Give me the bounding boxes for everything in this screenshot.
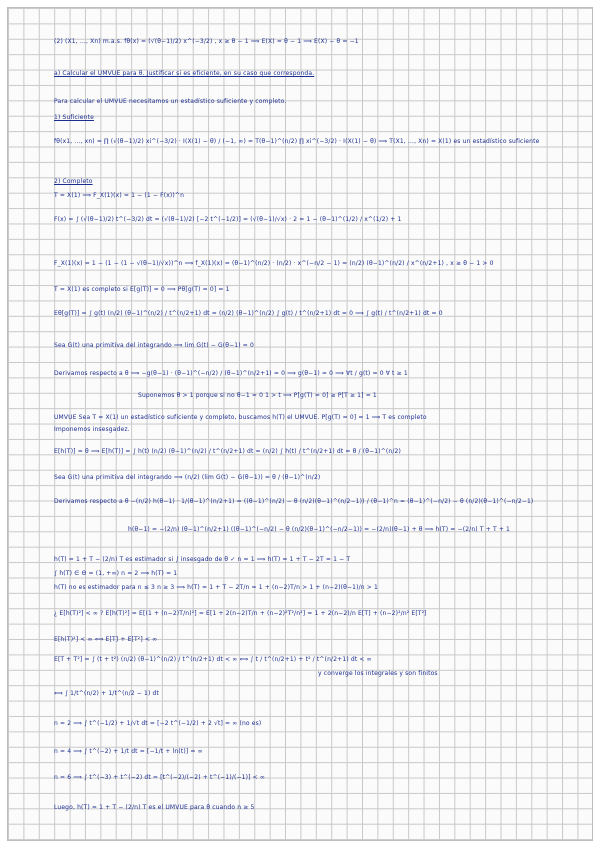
estimator-check-1: h(T) = 1 + T − (2/n) T es estimador si ∫ insesgado de θ ✓ n = 1 ⟹ h(T) = 1 + T − 2T = 1 − T bbox=[54, 556, 351, 563]
intro-line: Para calcular el UMVUE necesitamos un estadístico suficiente y completo. bbox=[54, 98, 287, 105]
conclusion: Luego, h(T) = 1 + T − (2/n) T es el UMVUE para θ cuando n ≥ 5 bbox=[54, 804, 255, 811]
cdf-integral: F(x) = ∫ (√(θ−1)/2) t^(−3/2) dt = (√(θ−1)/2) [−2 t^(−1/2)] = (√(θ−1)/√x) · 2 = 1 − (θ−1)^(1/2) / x^(1/2) + 1 bbox=[54, 216, 402, 223]
h-solution: h(θ−1) = −(2/n) (θ−1)^(n/2+1) ((θ−1)^(−n/2) − θ (n/2)(θ−1)^(−n/2−1)) = −(2/n)(θ−1) + θ ⟹ h(T) = −(2/n) T + T + 1 bbox=[128, 526, 511, 533]
min-distribution: T = X(1) ⟹ F_X(1)(x) = 1 − (1 − F(x))^n bbox=[54, 192, 185, 199]
case-n6: n = 6 ⟹ ∫ t^(−3) + t^(−2) dt = [t^(−2)/(−2) + t^(−1)/(−1)] < ∞ bbox=[54, 774, 266, 781]
primitive-line-2: Sea G(t) una primitiva del integrando ⟹ (n/2) (lim G(t) − G(θ−1)) = θ / (θ−1)^(n/2) bbox=[54, 474, 321, 481]
unbiasedness-equation: E[h(T)] = θ ⟹ E[h(T)] = ∫ h(t) (n/2) (θ−1)^(n/2) / t^(n/2+1) dt = (n/2) ∫ h(t) / t^(n/2+1) dt = θ / (θ−1)^(n/2) bbox=[54, 448, 401, 455]
convergence-note: y converge los integrales y son finitos bbox=[318, 670, 438, 677]
unbiasedness-heading: Imponemos insesgadez. bbox=[54, 426, 130, 433]
umvue-intro: UMVUE Sea T = X(1) un estadístico suficiente y completo, buscamos h(T) el UMVUE. P[g(T) = 0] = 1 ⟹ T es completo bbox=[54, 414, 427, 421]
moment-integral: E[T + T²] = ∫ (t + t²) (n/2) (θ−1)^(n/2) / t^(n/2+1) dt < ∞ ⟺ ∫ t / t^(n/2+1) + t² / t^(n/2+1) dt < ∞ bbox=[54, 656, 372, 663]
variance-check: ¿ E[h(T)²] < ∞ ? E[h(T)²] = E[(1 + (n−2)T/n)²] = E[1 + 2(n−2)T/n + (n−2)²T²/n²] = 1 + 2(n−2)/n E[T] + (n−2)²/n² E[T²] bbox=[54, 610, 427, 617]
moment-condition: E[h(T)²] < ∞ ⟺ E[T] + E[T²] < ∞ bbox=[54, 636, 158, 643]
heading-complete: 2) Completo bbox=[54, 178, 93, 185]
primitive-line-1: Sea G(t) una primitiva del integrando ⟹ lim G(t) − G(θ−1) = 0 bbox=[54, 342, 254, 349]
min-density: F_X(1)(x) = 1 − (1 − (1 − √(θ−1)/√x))^n ⟹ f_X(1)(x) = (θ−1)^(n/2) · (n/2) · x^(−n/2 − 1) = (n/2) (θ−1)^(n/2) / x^(n/2+1) , x ≥ θ − 1 > 0 bbox=[54, 260, 494, 267]
question-a: a) Calcular el UMVUE para θ. Justificar si es eficiente, en su caso que corresponda. bbox=[54, 70, 315, 77]
problem-statement: (2) (X1, …, Xn) m.a.s. fθ(x) = (√(θ−1)/2) x^(−3/2) , x ≥ θ − 1 ⟹ E(X) = θ − 1 ⟹ E(X) − θ = −1 bbox=[54, 38, 359, 45]
case-n2: n = 2 ⟹ ∫ t^(−1/2) + 1/√t dt = [−2 t^(−1/2) + 2 √t] = ∞ (no es) bbox=[54, 720, 262, 727]
sufficiency-derivation: fθ(x1, …, xn) = ∏ (√(θ−1)/2) xi^(−3/2) · I(X(1) − θ) / (−1, ∞) = T(θ−1)^(n/2) ∏ xi^(−3/2) · I(X(1) − θ) ⟹ T(X1, …, Xn) = X(1) es un estadístico suficiente bbox=[54, 138, 540, 145]
derivative-line-2: Derivamos respecto a θ −(n/2) h(θ−1) · 1/(θ−1)^(n/2+1) = ((θ−1)^(n/2) − θ (n/2)(θ−1)^(n/2−1)) / (θ−1)^n = (θ−1)^(−n/2) − θ (n/2)(θ−1)^(−n/2−1) bbox=[54, 498, 534, 505]
heading-sufficient: 1) Suficiente bbox=[54, 114, 94, 121]
notebook-page bbox=[7, 7, 593, 841]
derivative-line-1: Derivamos respecto a θ ⟹ −g(θ−1) · (θ−1)^(−n/2) / (θ−1)^(n/2+1) = 0 ⟹ g(θ−1) = 0 ⟹ ∀t / g(t) = 0 ∀ t ≥ 1 bbox=[54, 370, 408, 377]
estimator-check-3: h(T) no es estimador para n ≤ 3 n ≥ 3 ⟹ h(T) = 1 + T − 2T/n = 1 + (n−2)T/n > 1 + (n−2)(θ−1)/n > 1 bbox=[54, 584, 379, 591]
assumption-line: Suponemos θ > 1 porque si no θ−1 = 0 1 > t ⟹ P[g(T) = 0] ≥ P[T ≥ 1] = 1 bbox=[138, 392, 377, 399]
reduced-integral: ⟺ ∫ 1/t^(n/2) + 1/t^(n/2 − 1) dt bbox=[54, 690, 159, 697]
case-n4: n = 4 ⟹ ∫ t^(−2) + 1/t dt = [−1/t + ln(t)] = ∞ bbox=[54, 748, 203, 755]
completeness-integral: Eθ[g(T)] = ∫ g(t) (n/2) (θ−1)^(n/2) / t^(n/2+1) dt = (n/2) (θ−1)^(n/2) ∫ g(t) / t^(n/2+1) dt = 0 ⟹ ∫ g(t) / t^(n/2+1) dt = 0 bbox=[54, 310, 443, 317]
completeness-def: T = X(1) es completo si E[g(T)] = 0 ⟹ Pθ[g(T) = 0] = 1 bbox=[54, 286, 230, 293]
estimator-check-2: ∫ h(T) ∈ Θ = (1, +∞) n = 2 ⟹ h(T) = 1 bbox=[54, 570, 178, 577]
